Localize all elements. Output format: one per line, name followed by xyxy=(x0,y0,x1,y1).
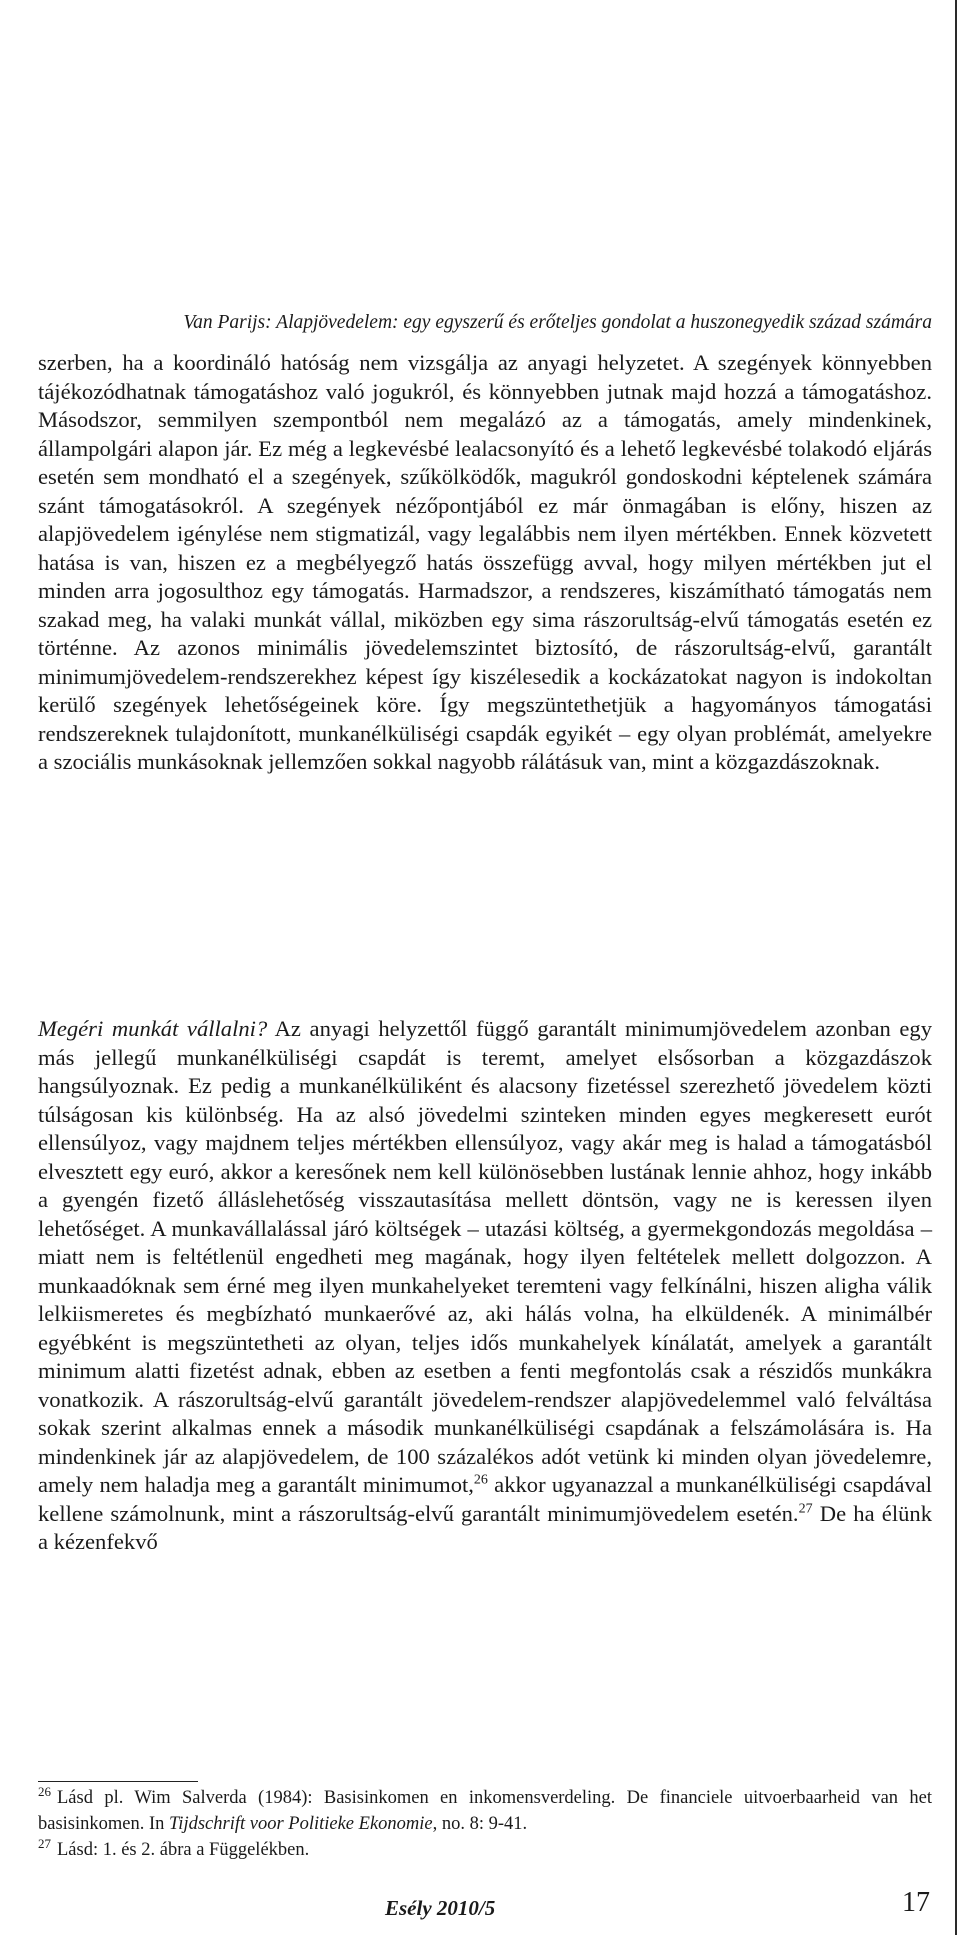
page-number: 17 xyxy=(902,1887,930,1918)
paragraph-text-part-c: De ha élünk a kézenfekvő xyxy=(38,1500,933,1554)
footnote-ref-26[interactable]: 26 xyxy=(473,1472,488,1488)
footnotes xyxy=(38,1785,932,1863)
paragraph-text: szerben, ha a koordináló hatóság nem vizsgálja az anyagi helyzetet. A szegények könnyebben tájékozódhatnak támogatáshoz való jogukról, és könnyebben jutnak majd hozzá a támogatáshoz. Másodszor, semmilyen szempontból nem megalázó az a támogatás, amely mindenkinek, állampolgári alapon jár. Ez még a legkevésbé lealacsonyító és a lehető legkevésbé tolakodó eljárás esetén sem mondható el a szegények, szűkölködők, magukról gondoskodni képtelenek számára szánt támogatásokról. A szegények nézőpontjából ez már önmagában is előny, hiszen az alapjövedelem igénylése nem stigmatizál, vagy legalábbis nem ilyen mértékben. Ennek közvetett hatása is van, hiszen ez a megbélyegző hatás összefügg avval, hogy milyen mértékben jut el minden arra jogosulthoz egy támogatás. Harmadszor, a rendszeres, kiszámítható támogatás nem szakad meg, ha valaki munkát vállal, miközben egy sima rászorultság-elvű támogatás esetén ez történne. Az azonos minimális jövedelemszintet biztosító, de rászorultság-elvű, garantált minimumjövedelem-rendszerekhez képest így kiszélesedik a kockázatokat nagyon is indokoltan kerülő szegények lehetőségeinek köre. Így megszüntethetjük a hagyományos támogatási rendszereknek tulajdonított, munkanélküliségi csapdák egyikét – egy olyan problémát, amelyekre a szociális munkásoknak jellemzően sokkal nagyobb rálátásuk van, mint a közgazdászoknak. xyxy=(38,350,932,774)
running-header: Van Parijs: Alapjövedelem: egy egyszerű és erőteljes gondolat a huszonegyedik század számára xyxy=(183,312,932,333)
paragraph-text-part-b: akkor ugyanazzal a munkanélküliségi csapdával kellene számolnunk, mint a rászorultság-elvű garantált minimumjövedelem esetén. xyxy=(38,1472,932,1526)
paragraph-text-part-a: Az anyagi helyzettől függő garantált minimumjövedelem azonban egy más jellegű munkanélküliségi csapdát is teremt, amelyet elsősorban a közgazdászok hangsúlyoznak. Ez pedig a munkanélküliként és alacsony fizetéssel szerezhető jövedelem közti túlságosan kis különbség. Ha az alsó jövedelmi szinteken minden egyes megkeresett eurót ellensúlyoz, vagy majdnem teljes mértékben ellensúlyoz, vagy akár meg is halad a támogatásból elvesztett egy euró, akkor a keresőnek nem kell különösebben lustának lennie ahhoz, hogy inkább a gyengén fizető álláslehetőség visszautasítása mellett döntsön, vagy ne is keressen ilyen lehetőséget. A munkavállalással járó költségek – utazási költség, a gyermekgondozás megoldása – miatt nem is feltétlenül engedheti meg magának, hogy ilyen feltételek mellett dolgozzon. A munkaadóknak sem érné meg ilyen munkahelyeket teremteni vagy felkínálni, hiszen aligha válik lelkiismeretes és megbízható munkaerővé az, aki hálás volna, ha elküldenék. A minimálbér egyébként is megszüntetheti az olyan, teljes idős munkahelyek kínálatát, amelyek a garantált minimum alatti fizetést adnak, ebben az esetben a fenti megfontolás csak a részidős munkákra vonatkozik. A rászorultság-elvű garantált jövedelem-rendszer alapjövedelemmel való felváltása sokak szerint alkalmas ennek a második munkanélküliségi csapdának a felszámolására is. Ha mindenkinek jár az alapjövedelem, de 100 százalékos adót vetünk ki minden olyan jövedelemre, amely nem haladja meg a garantált minimumot, xyxy=(38,1016,932,1497)
body-paragraph-1 xyxy=(38,349,932,777)
body-paragraph-2 xyxy=(38,1015,932,1557)
footnote-text: Lásd pl. Wim Salverda (1984): Basisinkomen en inkomensverdeling. De financiele uitvoerbaarheid van het basisinkomen. In xyxy=(38,1788,932,1834)
footnote-number: 27 xyxy=(38,1835,51,1851)
footnote-text-end: , no. 8: 9-41. xyxy=(432,1814,528,1834)
footnote-separator xyxy=(38,1781,198,1782)
paragraph-text xyxy=(38,1015,932,1557)
footnote-text: Lásd: 1. és 2. ábra a Függelékben. xyxy=(57,1840,310,1860)
page-edge-rule xyxy=(955,0,957,1935)
footnote-27 xyxy=(38,1837,932,1863)
footnote-26 xyxy=(38,1785,932,1837)
paragraph-lead-in: Megéri munkát vállalni? xyxy=(38,1016,268,1041)
footnote-number: 26 xyxy=(38,1783,51,1799)
footer-journal-name: Esély 2010/5 xyxy=(385,1896,496,1920)
footnote-ref-27[interactable]: 27 xyxy=(798,1500,813,1516)
footnote-journal-title: Tijdschrift voor Politieke Ekonomie xyxy=(169,1814,433,1834)
